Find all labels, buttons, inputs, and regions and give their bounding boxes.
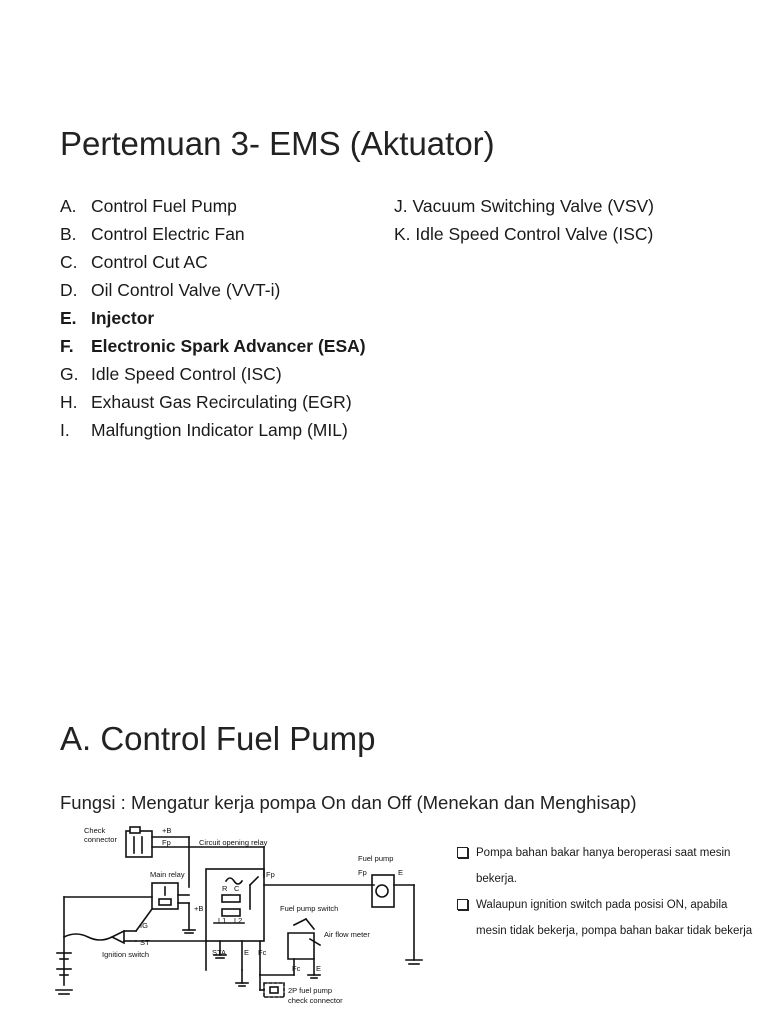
function-description: Fungsi : Mengatur kerja pompa On dan Off (Menekan dan Menghisap) [60, 792, 637, 813]
label-plus-b-top: +B [162, 826, 172, 835]
list-item: H. Exhaust Gas Recirculating (EGR) [60, 392, 352, 412]
label-fuel-pump: Fuel pump [358, 854, 394, 863]
label-st: ST [140, 938, 150, 947]
label-fuel-pump-switch: Fuel pump switch [280, 904, 339, 913]
label-plus-b-relay: +B [194, 904, 204, 913]
list-item: G. Idle Speed Control (ISC) [60, 364, 282, 384]
ignition-wire [64, 934, 112, 940]
list-item: K. Idle Speed Control Valve (ISC) [394, 224, 654, 244]
label-c: C [234, 884, 240, 893]
list-item: Pompa bahan bakar hanya beroperasi saat mesin bekerja. [455, 840, 755, 892]
label-2p-connector-2: check connector [288, 996, 343, 1005]
air-flow-meter [288, 933, 314, 959]
label-l1: L1 [218, 916, 227, 925]
label-main-relay: Main relay [150, 870, 185, 879]
label-check-connector-2: connector [84, 835, 117, 844]
label-ignition-switch: Ignition switch [102, 950, 150, 959]
label-e-pump: E [398, 868, 404, 877]
label-fc-relay: Fc [258, 948, 267, 957]
label-e-meter: E [316, 964, 322, 973]
list-item: J. Vacuum Switching Valve (VSV) [394, 196, 655, 216]
list-item: A. Control Fuel Pump [60, 196, 237, 216]
circuit-diagram-svg [54, 825, 426, 1010]
list-item: B. Control Electric Fan [60, 224, 245, 244]
list-item: Walaupun ignition switch pada posisi ON, apabila mesin tidak bekerja, pompa bahan bakar tidak bekerja [455, 892, 755, 944]
slide-1-title: Pertemuan 3- EMS (Aktuator) [60, 125, 495, 162]
label-fc-meter: Fc [292, 964, 301, 973]
label-fp-relay: Fp [266, 870, 275, 879]
list-item: D. Oil Control Valve (VVT-i) [60, 280, 281, 300]
label-fp-pump: Fp [358, 868, 367, 877]
list-item: E. Injector [60, 308, 155, 328]
slide-2 [0, 690, 768, 1024]
label-2p-connector: 2P fuel pump [288, 986, 333, 995]
label-fp-top: Fp [162, 838, 171, 847]
fuel-pump-notes [455, 840, 755, 944]
check-connector-block [126, 831, 152, 857]
list-item: F. Electronic Spark Advancer (ESA) [60, 336, 366, 356]
checkbox-bullet-icon [457, 899, 468, 910]
label-check-connector: Check [84, 826, 106, 835]
actuator-list-left [60, 196, 380, 448]
label-air-flow-meter: Air flow meter [324, 930, 370, 939]
checkbox-bullet-icon [457, 847, 468, 858]
label-ig: IG [140, 921, 148, 930]
label-l2: L2 [234, 916, 243, 925]
slide-2-title: A. Control Fuel Pump [60, 720, 376, 757]
label-sta: STA [212, 948, 227, 957]
label-r: R [222, 884, 228, 893]
list-item: C. Control Cut AC [60, 252, 208, 272]
label-circuit-opening-relay: Circuit opening relay [199, 838, 268, 847]
actuator-list-right [394, 196, 754, 252]
label-e-relay: E [244, 948, 250, 957]
list-item: I. Malfungtion Indicator Lamp (MIL) [60, 420, 348, 440]
fuel-pump-circuit-diagram [54, 825, 426, 1010]
